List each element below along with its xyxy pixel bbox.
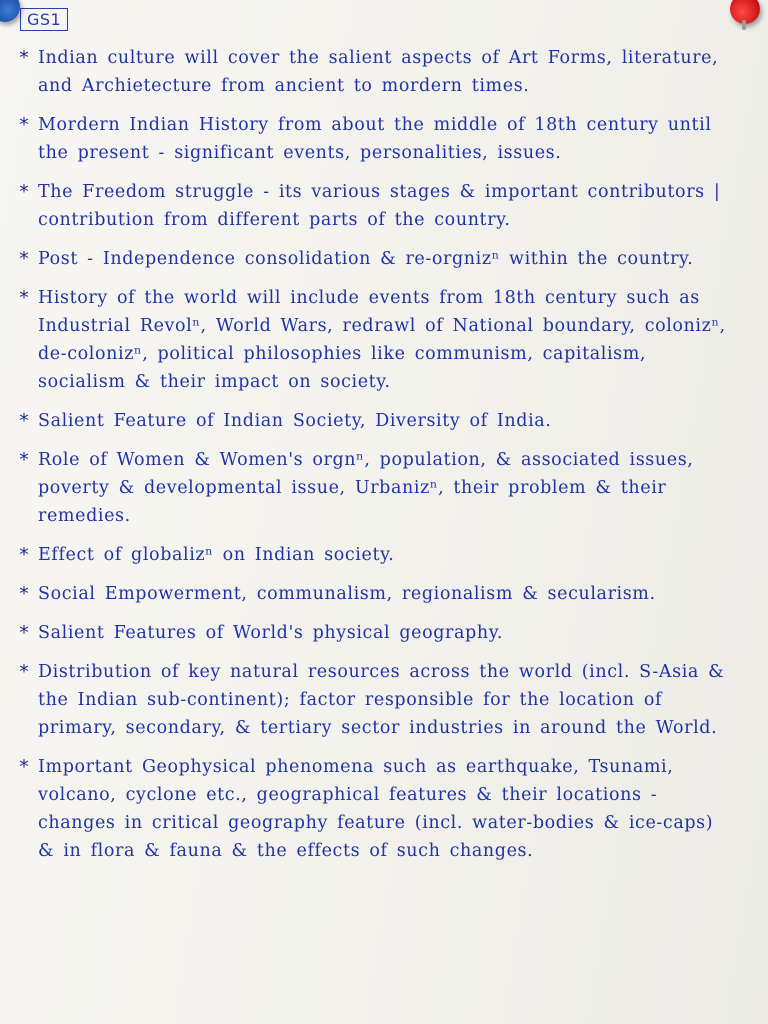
note-text: Post - Independence consolidation & re-orgnizⁿ within the country.: [38, 249, 694, 269]
asterisk-bullet-icon: *: [19, 756, 29, 778]
list-item: [14, 407, 738, 435]
asterisk-bullet-icon: *: [19, 248, 29, 270]
list-item: [14, 178, 738, 234]
list-item: [14, 446, 738, 530]
page-label: GS1: [20, 8, 68, 31]
note-text: Salient Feature of Indian Society, Diversity of India.: [38, 411, 552, 431]
note-text: History of the world will include events from 18th century such as Industrial Revolⁿ, World Wars, redrawl of National boundary, colonizⁿ, de-colonizⁿ, political philosophies like communism, capitalism, socialism & their impact on society.: [38, 288, 726, 392]
list-item: [14, 284, 738, 396]
asterisk-bullet-icon: *: [19, 544, 29, 566]
list-item: [14, 111, 738, 167]
note-text: Effect of globalizⁿ on Indian society.: [38, 545, 395, 565]
asterisk-bullet-icon: *: [19, 287, 29, 309]
list-item: [14, 245, 738, 273]
asterisk-bullet-icon: *: [19, 449, 29, 471]
list-item: [14, 619, 738, 647]
asterisk-bullet-icon: *: [19, 583, 29, 605]
note-text: Distribution of key natural resources across the world (incl. S-Asia & the Indian sub-continent); factor responsible for the location of primary, secondary, & tertiary sector industries in around the World.: [38, 662, 725, 738]
note-text: Important Geophysical phenomena such as earthquake, Tsunami, volcano, cyclone etc., geographical features & their locations - changes in critical geography feature (incl. water-bodies & ice-caps) & in flora & fauna & the effects of such changes.: [38, 757, 714, 861]
note-text: Indian culture will cover the salient aspects of Art Forms, literature, and Archietecture from ancient to mordern times.: [38, 48, 719, 96]
asterisk-bullet-icon: *: [19, 114, 29, 136]
list-item: [14, 658, 738, 742]
list-item: [14, 753, 738, 865]
notes-list: [14, 44, 738, 876]
asterisk-bullet-icon: *: [19, 622, 29, 644]
list-item: [14, 541, 738, 569]
asterisk-bullet-icon: *: [19, 181, 29, 203]
note-text: Salient Features of World's physical geography.: [38, 623, 504, 643]
note-text: Role of Women & Women's orgnⁿ, population, & associated issues, poverty & developmental issue, Urbanizⁿ, their problem & their remedies.: [38, 450, 694, 526]
note-text: The Freedom struggle - its various stages & important contributors | contribution from different parts of the country.: [38, 182, 721, 230]
asterisk-bullet-icon: *: [19, 410, 29, 432]
note-text: Social Empowerment, communalism, regionalism & secularism.: [38, 584, 656, 604]
asterisk-bullet-icon: *: [19, 661, 29, 683]
asterisk-bullet-icon: *: [19, 47, 29, 69]
note-text: Mordern Indian History from about the middle of 18th century until the present - significant events, personalities, issues.: [38, 115, 712, 163]
list-item: [14, 44, 738, 100]
list-item: [14, 580, 738, 608]
